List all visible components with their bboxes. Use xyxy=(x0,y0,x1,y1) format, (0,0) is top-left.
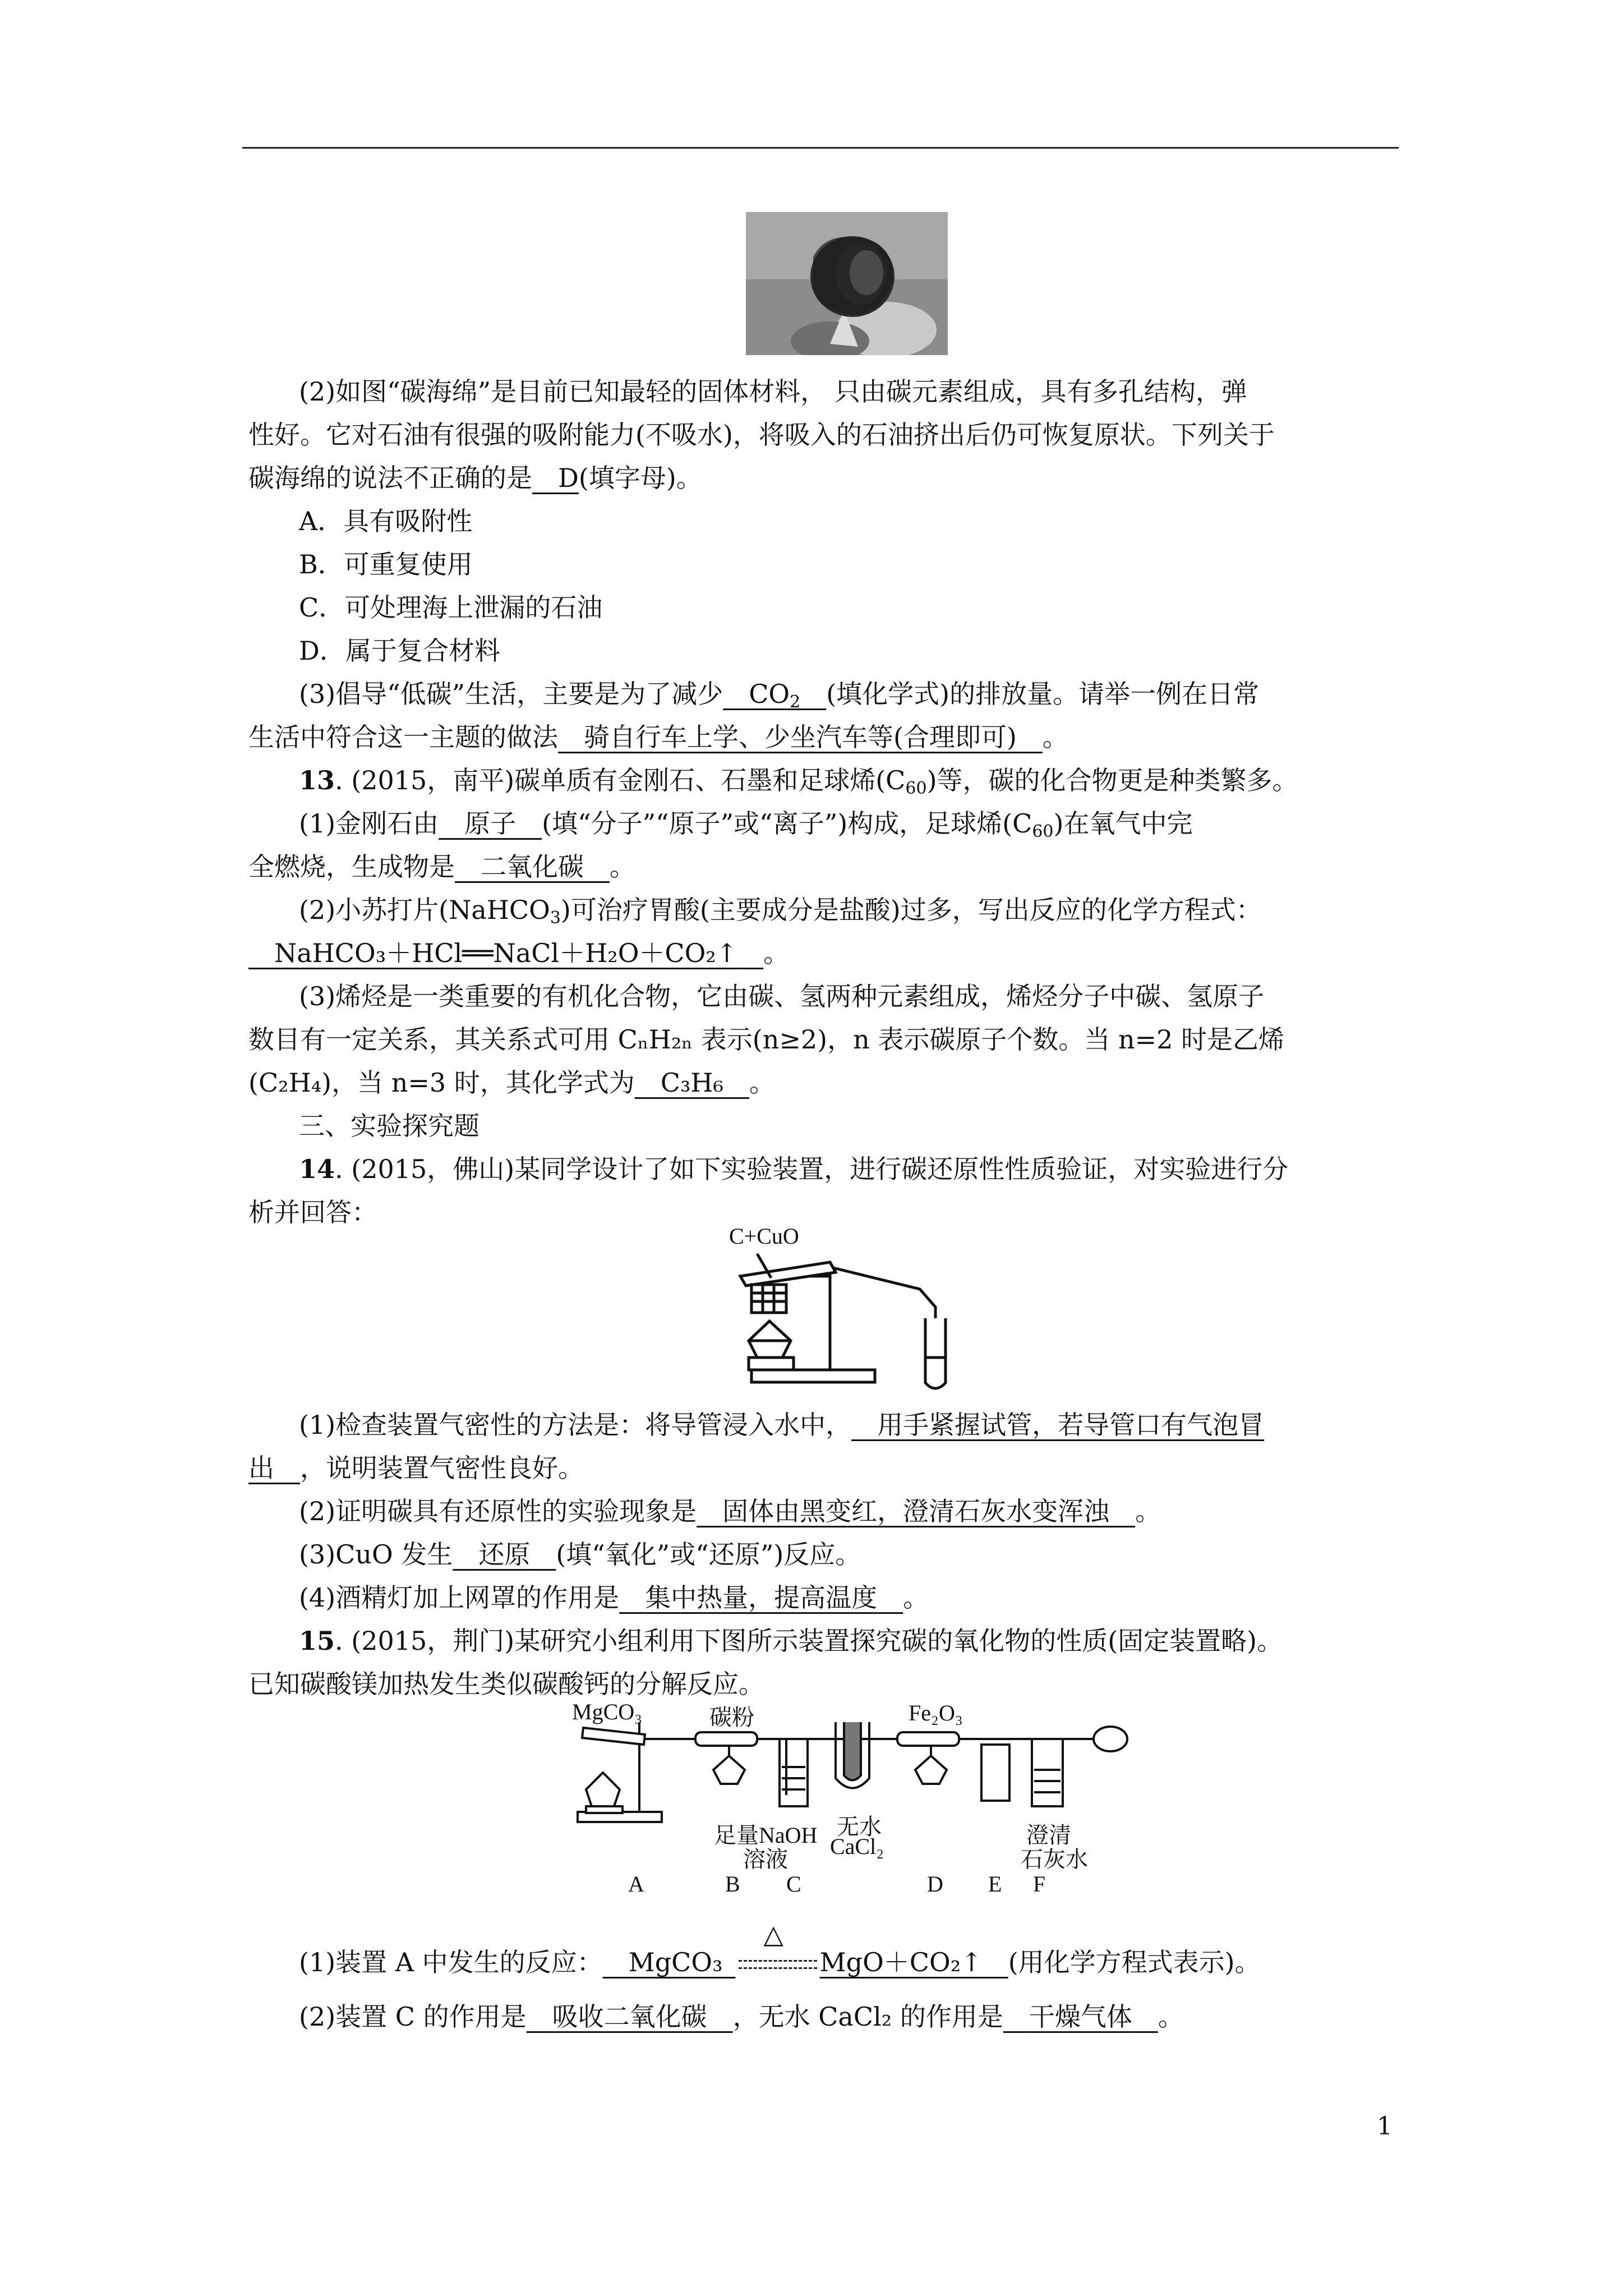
q14-part3: (3)CuO 发生 还原 (填“氧化”或“还原”)反应。 xyxy=(299,1539,861,1570)
q14-answer-reduction: 还原 xyxy=(478,1539,531,1570)
header-rule xyxy=(242,147,1399,149)
q13-part2-line1: (2)小苏打片(NaHCO$_3$)可治疗胃酸(主要成分是盐酸)过多，写出反应的化学方程式： xyxy=(299,895,1262,928)
q12-3-answer-example: 骑自行车上学、少坐汽车等(合理即可) xyxy=(584,722,1017,752)
q13-answer-equation: NaHCO₃＋HCl══NaCl＋H₂O＋CO₂↑ xyxy=(274,938,738,968)
q15-answer-equation-a: MgCO₃ xyxy=(628,1947,723,1977)
q12-2-line3-post: (填字母)。 xyxy=(578,463,702,493)
q14-stem-line1: 14. (2015，佛山)某同学设计了如下实验装置，进行碳还原性性质验证，对实验进行分 xyxy=(299,1154,1289,1184)
q15-stem-line1: 15. (2015，荆门)某研究小组利用下图所示装置探究碳的氧化物的性质(固定装置略)。 xyxy=(299,1626,1283,1656)
q12-2-option-d: D．属于复合材料 xyxy=(299,636,500,666)
q14-number: 14 xyxy=(299,1154,335,1184)
q15-label-limewater-1: 澄清 xyxy=(1026,1823,1071,1848)
q15-letter-b: B xyxy=(725,1871,740,1897)
q15-label-naoh-2: 溶液 xyxy=(743,1847,788,1872)
page-number: 1 xyxy=(1377,2112,1393,2141)
q15-label-naoh-1: 足量NaOH xyxy=(714,1823,818,1848)
q15-letter-e: E xyxy=(988,1871,1002,1897)
q14-apparatus-drawing xyxy=(718,1223,987,1402)
q13-answer-propene: C₃H₆ xyxy=(660,1068,723,1098)
q15-apparatus-figure xyxy=(566,1700,1138,1896)
q14-answer-gauze: 集中热量，提高温度 xyxy=(645,1582,878,1613)
q12-3-line2: 生活中符合这一主题的做法 骑自行车上学、少坐汽车等(合理即可) 。 xyxy=(248,722,1068,752)
q14-part2: (2)证明碳具有还原性的实验现象是 固体由黑变红，澄清石灰水变浑浊 。 xyxy=(299,1496,1161,1526)
q14-answer-phenomenon: 固体由黑变红，澄清石灰水变浑浊 xyxy=(722,1496,1110,1526)
q15-label-cacl2-1: 无水 xyxy=(837,1814,882,1839)
q15-stem-line2: 已知碳酸镁加热发生类似碳酸钙的分解反应。 xyxy=(248,1669,764,1699)
q13-part2-line2: NaHCO₃＋HCl══NaCl＋H₂O＋CO₂↑ 。 xyxy=(248,936,789,970)
q14-part4: (4)酒精灯加上网罩的作用是 集中热量，提高温度 。 xyxy=(299,1582,929,1613)
q12-3-line1: (3)倡导“低碳”生活，主要是为了减少 $CO_2$ (填化学式)的排放量。请举一例在日常 xyxy=(299,679,1260,712)
q12-2-option-a: A．具有吸附性 xyxy=(299,506,473,536)
q14-part1-line2: 出 ，说明装置气密性良好。 xyxy=(248,1453,584,1483)
q12-2-line3 xyxy=(248,461,702,495)
carbon-sponge-photo xyxy=(746,212,948,355)
q15-letter-d: D xyxy=(927,1871,943,1897)
q13-answer-product: 二氧化碳 xyxy=(481,852,584,882)
section-title: 三、实验探究题 xyxy=(299,1111,479,1141)
q15-label-fe2o3: Fe₂O₃ xyxy=(909,1700,963,1726)
q12-2-line2: 性好。它对石油有很强的吸附能力(不吸水)，将吸入的石油挤出后仍可恢复原状。下列关于 xyxy=(248,420,1275,450)
q14-figure-label: C+CuO xyxy=(729,1223,799,1249)
q13-part3-line3: (C₂H₄)，当 n=3 时，其化学式为 C₃H₆ 。 xyxy=(248,1068,775,1098)
q13-answer-atom: 原子 xyxy=(464,808,517,839)
q13-stem: 13. (2015，南平)碳单质有金刚石、石墨和足球烯$(C_{60})$等，碳的化合物更是种类繁多。 xyxy=(299,765,1298,798)
q15-letter-f: F xyxy=(1033,1871,1046,1897)
q15-number: 15 xyxy=(299,1626,335,1656)
q15-letter-a: A xyxy=(628,1871,644,1897)
q15-answer-dry-gas: 干燥气体 xyxy=(1029,2001,1132,2032)
q15-heat-condition: △ xyxy=(736,1945,820,1979)
q14-part1-line1: (1)检查装置气密性的方法是：将导管浸入水中， 用手紧握试管，若导管口有气泡冒 xyxy=(299,1410,1265,1440)
q15-label-carbon-powder: 碳粉 xyxy=(709,1705,754,1730)
q13-part1-line1: (1)金刚石由 原子 (填“分子”“原子”或“离子”)构成，足球烯$(C_{60})$在氧气中完 xyxy=(299,808,1193,841)
q13-part1-line2: 全燃烧，生成物是 二氧化碳 。 xyxy=(248,852,635,882)
q12-2-answer: D xyxy=(558,463,579,493)
q13-number: 13 xyxy=(299,765,335,795)
q12-2-option-b: B．可重复使用 xyxy=(299,549,473,579)
q13-part3-line2: 数目有一定关系，其关系式可用 CₙH₂ₙ 表示(n≥2)，n 表示碳原子个数。当 n=2 时是乙烯 xyxy=(248,1024,1285,1055)
q12-2-option-c: C．可处理海上泄漏的石油 xyxy=(299,592,603,623)
q14-answer-airtight-b: 出 xyxy=(248,1453,274,1483)
q15-label-mgco3: MgCO₃ xyxy=(572,1699,643,1724)
q15-answer-absorb-co2: 吸收二氧化碳 xyxy=(552,2001,707,2032)
q15-letter-c: C xyxy=(786,1871,801,1897)
q12-3-answer-co2: $CO_2$ xyxy=(749,679,801,712)
q15-part1: (1)装置 A 中发生的反应： MgCO₃ △ MgO＋CO₂↑ (用化学方程式表示)。 xyxy=(299,1945,1261,1979)
q15-label-limewater-2: 石灰水 xyxy=(1021,1847,1088,1872)
q12-2-line3-pre: 碳海绵的说法不正确的是 xyxy=(248,463,532,493)
q14-stem-line2: 析并回答： xyxy=(248,1197,377,1227)
q14-answer-airtight-a: 用手紧握试管，若导管口有气泡冒 xyxy=(877,1410,1265,1440)
q13-part3-line1: (3)烯烃是一类重要的有机化合物，它由碳、氢两种元素组成，烯烃分子中碳、氢原子 xyxy=(299,981,1265,1011)
q12-2-line1: (2)如图“碳海绵”是目前已知最轻的固体材料， 只由碳元素组成，具有多孔结构，弹 xyxy=(299,376,1247,407)
q14-apparatus-figure xyxy=(718,1223,987,1402)
q15-answer-equation-b: MgO＋CO₂↑ xyxy=(819,1947,983,1977)
q15-label-cacl2-2: CaCl₂ xyxy=(830,1834,884,1859)
q15-part2: (2)装置 C 的作用是 吸收二氧化碳 ，无水 CaCl₂ 的作用是 干燥气体 。 xyxy=(299,2001,1184,2032)
